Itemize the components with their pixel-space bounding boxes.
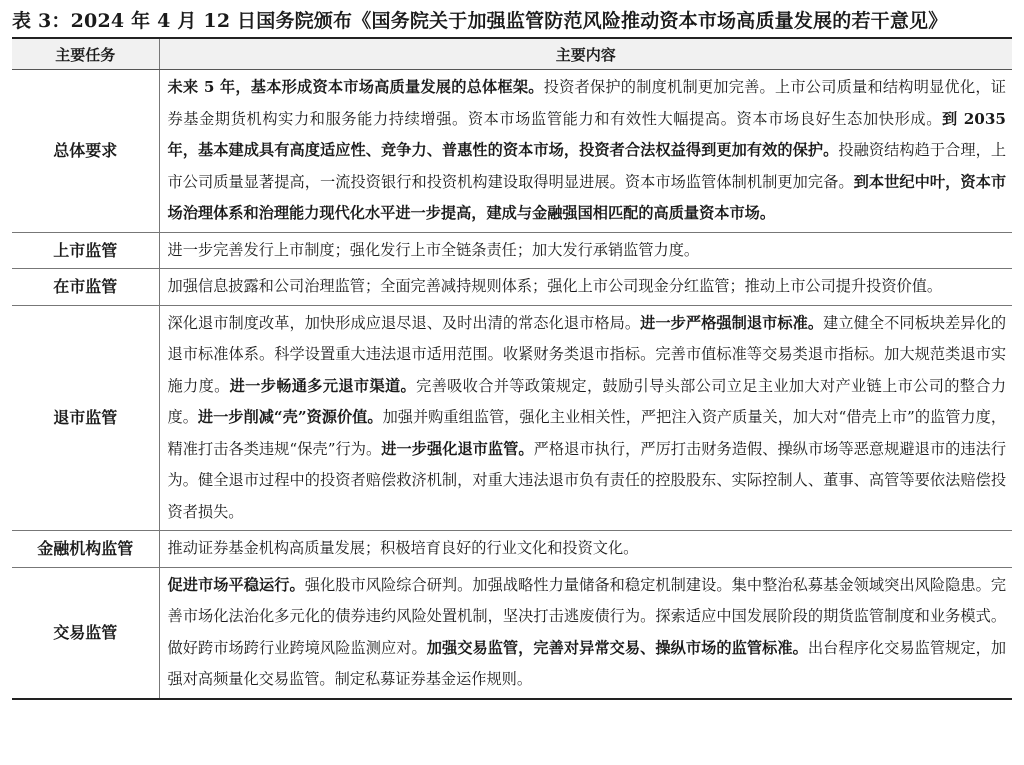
table-row (12, 70, 1012, 233)
content-segment: 推动证券基金机构高质量发展；积极培育良好的行业文化和投资文化。 (167, 539, 639, 557)
row-task: 总体要求 (12, 70, 159, 233)
header-content: 主要内容 (159, 38, 1012, 70)
row-task: 退市监管 (12, 305, 159, 531)
content-segment: 强化股市风险综合研判。加强战略性力量储备和稳定机制建设。集中整治私募基金领域突出风险隐患。完善市场化法治化多元化的债券违约风险处置机制，坚决打击逃废债行为。探索适应中国发展阶段的期货监管制度和业务模式。做好跨市场跨行业跨境风险监测应对。 (167, 575, 1007, 657)
policy-table (12, 37, 1012, 700)
table-row (12, 531, 1012, 568)
row-task: 上市监管 (12, 232, 159, 269)
content-segment: 建立健全不同板块差异化的退市标准体系。科学设置重大违法退市适用范围。收紧财务类退市指标。完善市值标准等交易类退市指标。加大规范类退市实施力度。 (167, 313, 1007, 395)
content-segment: 进一步削减“壳”资源价值。 (197, 408, 383, 426)
content-segment: 进一步畅通多元退市渠道。 (229, 376, 417, 395)
content-segment: 促进市场平稳运行。 (167, 575, 305, 594)
row-content (159, 269, 1012, 306)
row-content (159, 567, 1012, 699)
content-segment: 投融资结构趋于合理，上市公司质量显著提高，一流投资银行和投资机构建设取得明显进展。资本市场监管体制机制更加完备。 (167, 141, 1007, 191)
content-segment: 加强信息披露和公司治理监管；全面完善减持规则体系；强化上市公司现金分红监管；推动上市公司提升投资价值。 (167, 277, 943, 295)
content-segment: 未来 5 年，基本形成资本市场高质量发展的总体框架。 (167, 78, 544, 96)
row-task: 在市监管 (12, 269, 159, 306)
content-segment: 进一步强化退市监管。 (381, 439, 534, 458)
content-segment: 到 2035 年，基本建成具有高度适应性、竞争力、普惠性的资本市场，投资者合法权益得到更加有效的保护。 (167, 109, 1006, 159)
row-task: 金融机构监管 (12, 531, 159, 568)
content-segment: 加强并购重组监管，强化主业相关性，严把注入资产质量关，加大对“借壳上市”的监管力度，精准打击各类违规“保壳”行为。 (167, 408, 1007, 458)
content-segment: 投资者保护的制度机制更加完善。上市公司质量和结构明显优化，证券基金期货机构实力和服务能力持续增强。资本市场监管能力和有效性大幅提高。资本市场良好生态加快形成。 (167, 78, 1006, 128)
content-segment: 深化退市制度改革，加快形成应退尽退、及时出清的常态化退市格局。 (167, 313, 641, 332)
table-row (12, 232, 1012, 269)
row-content (159, 70, 1012, 233)
table-header-row (12, 38, 1012, 70)
content-segment: 进一步严格强制退市标准。 (640, 313, 824, 332)
row-task: 交易监管 (12, 567, 159, 699)
table-row (12, 269, 1012, 306)
header-task: 主要任务 (12, 38, 159, 70)
content-segment: 出台程序化交易监管规定，加强对高频量化交易监管。制定私募证券基金运作规则。 (167, 638, 1007, 688)
content-segment: 进一步完善发行上市制度；强化发行上市全链条责任；加大发行承销监管力度。 (167, 240, 700, 259)
table-title: 表 3：2024 年 4 月 12 日国务院颁布《国务院关于加强监管防范风险推动资本市场高质量发展的若干意见》 (12, 10, 948, 32)
content-segment: 加强交易监管，完善对异常交易、操纵市场的监管标准。 (426, 638, 808, 657)
row-content (159, 305, 1012, 531)
row-content (159, 531, 1012, 568)
row-content (159, 232, 1012, 269)
content-segment: 完善吸收合并等政策规定，鼓励引导头部公司立足主业加大对产业链上市公司的整合力度。 (167, 376, 1007, 426)
table-row (12, 567, 1012, 699)
table-row (12, 305, 1012, 531)
content-segment: 到本世纪中叶，资本市场治理体系和治理能力现代化水平进一步提高，建成与金融强国相匹配的高质量资本市场。 (167, 172, 1007, 222)
content-segment: 严格退市执行，严厉打击财务造假、操纵市场等恶意规避退市的违法行为。健全退市过程中的投资者赔偿救济机制，对重大违法退市负有责任的控股股东、实际控制人、董事、高管等要依法赔偿投资者损失。 (167, 439, 1007, 521)
